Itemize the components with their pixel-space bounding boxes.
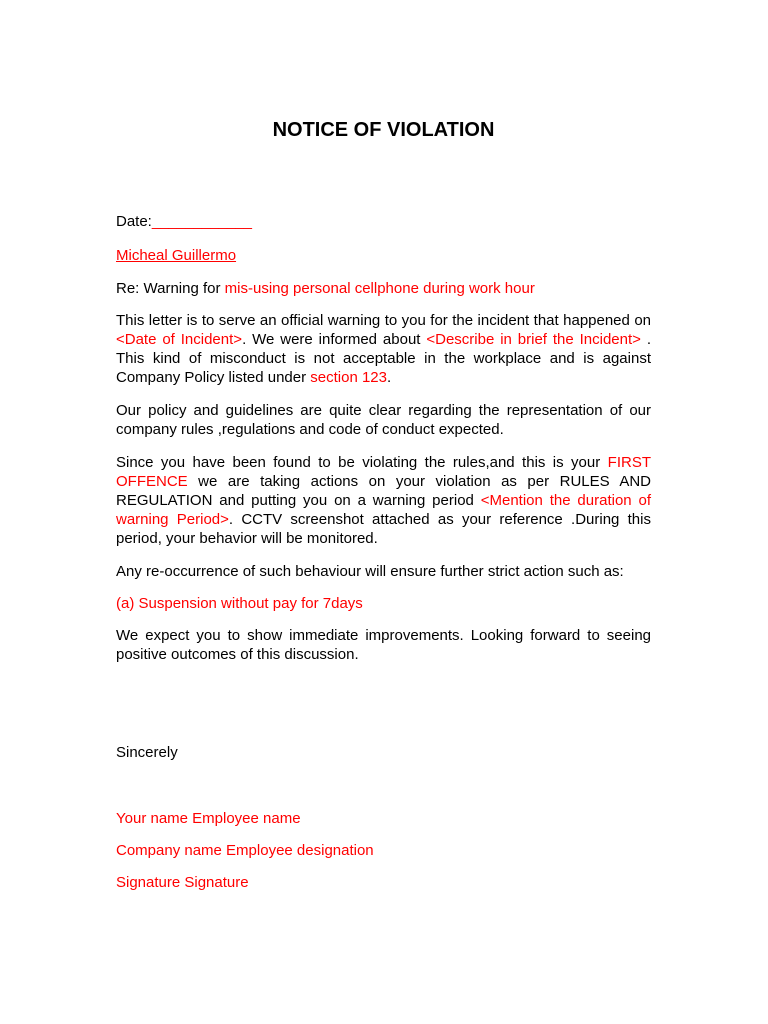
document-title: NOTICE OF VIOLATION xyxy=(272,119,495,141)
describe-incident-placeholder: <Describe in brief the Incident> xyxy=(426,331,641,348)
warning-duration-placeholder: <Mention the duration of warning Period> xyxy=(116,492,651,528)
date-of-incident-placeholder: <Date of Incident> xyxy=(116,331,243,348)
paragraph-expectation: We expect you to show immediate improvements. Looking forward to seeing positive outcomes of this discussion. xyxy=(116,627,651,663)
recipient-line xyxy=(116,246,651,265)
subject-line xyxy=(116,279,651,298)
paragraph-reoccurrence: Any re-occurrence of such behaviour will ensure further strict action such as: xyxy=(116,563,624,580)
date-label: Date: xyxy=(116,213,152,230)
paragraph-incident-text-2: . We were informed about xyxy=(242,331,427,348)
date-blank: ____________ xyxy=(151,213,252,230)
sign-line-designation: Company name Employee designation xyxy=(116,842,374,859)
paragraph-policy: Our policy and guidelines are quite clear regarding the representation of our company rules ,regulations and code of conduct expected. xyxy=(116,402,651,438)
paragraph-incident-text-3: . This kind of misconduct is not acceptable in the workplace and is against Company Policy listed under xyxy=(116,331,651,386)
recipient-name: Micheal Guillermo xyxy=(116,247,237,264)
action-item: (a) Suspension without pay for 7days xyxy=(116,595,363,612)
paragraph-offence-text-1: Since you have been found to be violating the rules,and this is your xyxy=(116,454,608,471)
paragraph-offence xyxy=(116,453,651,548)
policy-section: section 123 xyxy=(310,369,387,386)
paragraph-incident xyxy=(116,311,651,387)
date-line xyxy=(116,212,651,231)
subject-prefix: Re: Warning for xyxy=(116,280,225,297)
paragraph-offence-text-2: we are taking actions on your violation as per RULES AND REGULATION and putting you on a warning period xyxy=(116,473,651,509)
sign-line-signature: Signature Signature xyxy=(116,874,249,891)
offence-level: FIRST OFFENCE xyxy=(116,454,651,490)
paragraph-offence-text-3: . CCTV screenshot attached as your reference .During this period, your behavior will be monitored. xyxy=(116,511,651,547)
closing: Sincerely xyxy=(116,744,178,761)
paragraph-incident-text-4: . xyxy=(387,369,392,386)
paragraph-incident-text-1: This letter is to serve an official warning to you for the incident that happened on xyxy=(116,312,651,329)
subject-text: mis-using personal cellphone during work hour xyxy=(224,280,535,297)
sign-line-name: Your name Employee name xyxy=(116,810,301,827)
